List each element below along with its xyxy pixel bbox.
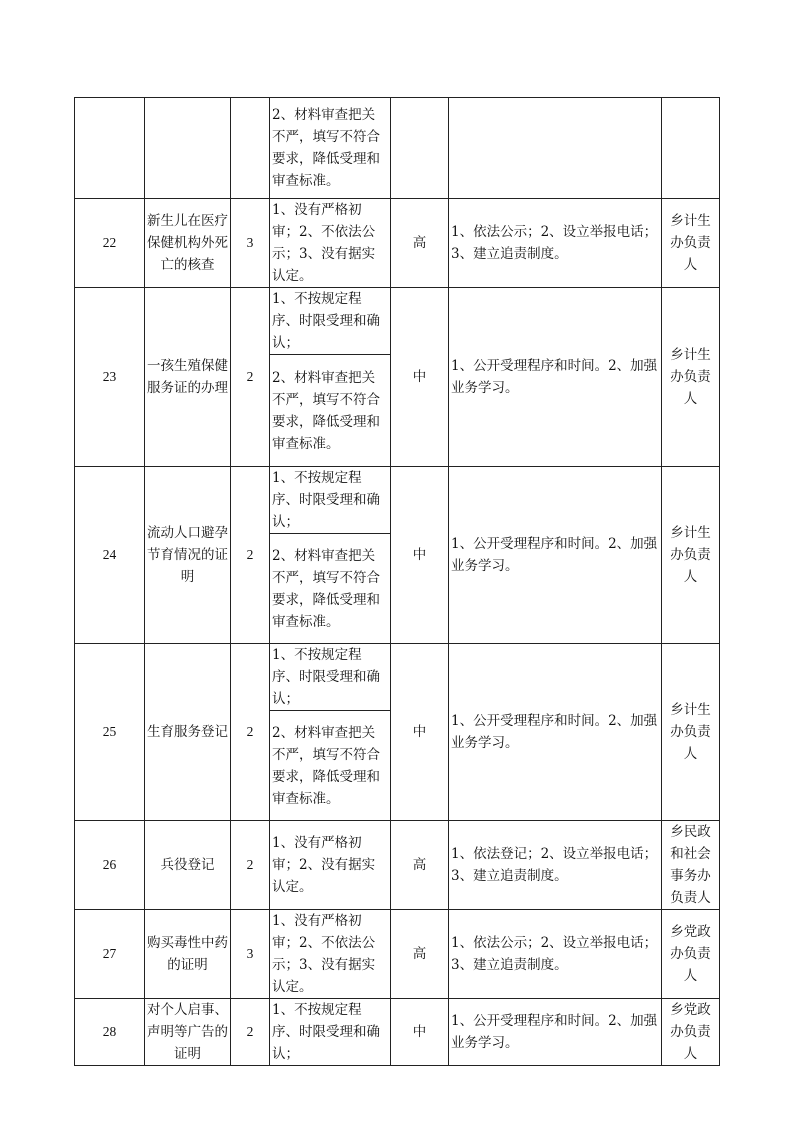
row-number-cell: 24 [75, 467, 145, 644]
item-name-cell: 对个人启事、声明等广告的证明 [145, 999, 231, 1066]
prevention-measures-cell: 1、公开受理程序和时间。2、加强业务学习。 [449, 644, 662, 821]
risk-grade-cell: 高 [391, 199, 449, 288]
row-number-cell: 23 [75, 288, 145, 467]
row-number-cell [75, 98, 145, 199]
table-row [75, 98, 720, 199]
prevention-measures-cell: 1、依法公示；2、设立举报电话；3、建立追责制度。 [449, 910, 662, 999]
risk-level-cell: 2 [231, 467, 270, 644]
risk-point-cell: 1、没有严格初审；2、不依法公示；3、没有据实认定。 [270, 910, 391, 999]
risk-point-cell: 1、不按规定程序、时限受理和确认； [270, 288, 391, 355]
risk-level-cell: 2 [231, 821, 270, 910]
item-name-cell: 一孩生殖保健服务证的办理 [145, 288, 231, 467]
item-name-cell: 购买毒性中药的证明 [145, 910, 231, 999]
risk-level-cell: 2 [231, 999, 270, 1066]
prevention-measures-cell: 1、依法登记；2、设立举报电话；3、建立追责制度。 [449, 821, 662, 910]
table-row [75, 910, 720, 999]
risk-grade-cell: 中 [391, 999, 449, 1066]
risk-level-cell: 2 [231, 644, 270, 821]
prevention-measures-cell: 1、公开受理程序和时间。2、加强业务学习。 [449, 999, 662, 1066]
item-name-cell: 流动人口避孕节育情况的证明 [145, 467, 231, 644]
risk-grade-cell: 中 [391, 467, 449, 644]
table-row [75, 644, 720, 711]
table-row [75, 467, 720, 534]
item-name-cell [145, 98, 231, 199]
table-row [75, 999, 720, 1066]
risk-point-cell: 1、没有严格初审；2、不依法公示；3、没有据实认定。 [270, 199, 391, 288]
risk-grade-cell: 中 [391, 644, 449, 821]
responsible-person-cell: 乡计生办负责人 [662, 467, 720, 644]
risk-grade-cell: 中 [391, 288, 449, 467]
risk-grade-cell: 高 [391, 821, 449, 910]
table-row [75, 199, 720, 288]
risk-table [74, 97, 720, 1066]
risk-grade-cell: 高 [391, 910, 449, 999]
prevention-measures-cell: 1、公开受理程序和时间。2、加强业务学习。 [449, 288, 662, 467]
responsible-person-cell: 乡计生办负责人 [662, 644, 720, 821]
item-name-cell: 兵役登记 [145, 821, 231, 910]
risk-grade-cell [391, 98, 449, 199]
row-number-cell: 27 [75, 910, 145, 999]
row-number-cell: 28 [75, 999, 145, 1066]
risk-point-cell: 1、不按规定程序、时限受理和确认； [270, 467, 391, 534]
prevention-measures-cell [449, 98, 662, 199]
risk-point-cell: 2、材料审查把关不严，填写不符合要求，降低受理和审查标准。 [270, 534, 391, 644]
responsible-person-cell: 乡计生办负责人 [662, 199, 720, 288]
responsible-person-cell [662, 98, 720, 199]
prevention-measures-cell: 1、公开受理程序和时间。2、加强业务学习。 [449, 467, 662, 644]
row-number-cell: 22 [75, 199, 145, 288]
responsible-person-cell: 乡党政办负责人 [662, 910, 720, 999]
responsible-person-cell: 乡党政办负责人 [662, 999, 720, 1066]
table-row [75, 821, 720, 910]
responsible-person-cell: 乡计生办负责人 [662, 288, 720, 467]
responsible-person-cell: 乡民政和社会事务办负责人 [662, 821, 720, 910]
table-row [75, 288, 720, 355]
risk-level-cell [231, 98, 270, 199]
risk-point-cell: 1、不按规定程序、时限受理和确认； [270, 644, 391, 711]
item-name-cell: 生育服务登记 [145, 644, 231, 821]
risk-level-cell: 3 [231, 910, 270, 999]
risk-level-cell: 3 [231, 199, 270, 288]
prevention-measures-cell: 1、依法公示；2、设立举报电话；3、建立追责制度。 [449, 199, 662, 288]
row-number-cell: 26 [75, 821, 145, 910]
risk-point-cell: 1、不按规定程序、时限受理和确认； [270, 999, 391, 1066]
risk-point-cell: 2、材料审查把关不严，填写不符合要求，降低受理和审查标准。 [270, 711, 391, 821]
row-number-cell: 25 [75, 644, 145, 821]
item-name-cell: 新生儿在医疗保健机构外死亡的核查 [145, 199, 231, 288]
risk-point-cell: 1、没有严格初审；2、没有据实认定。 [270, 821, 391, 910]
risk-level-cell: 2 [231, 288, 270, 467]
risk-point-cell: 2、材料审查把关不严，填写不符合要求，降低受理和审查标准。 [270, 355, 391, 467]
risk-point-cell: 2、材料审查把关不严，填写不符合要求，降低受理和审查标准。 [270, 98, 391, 199]
